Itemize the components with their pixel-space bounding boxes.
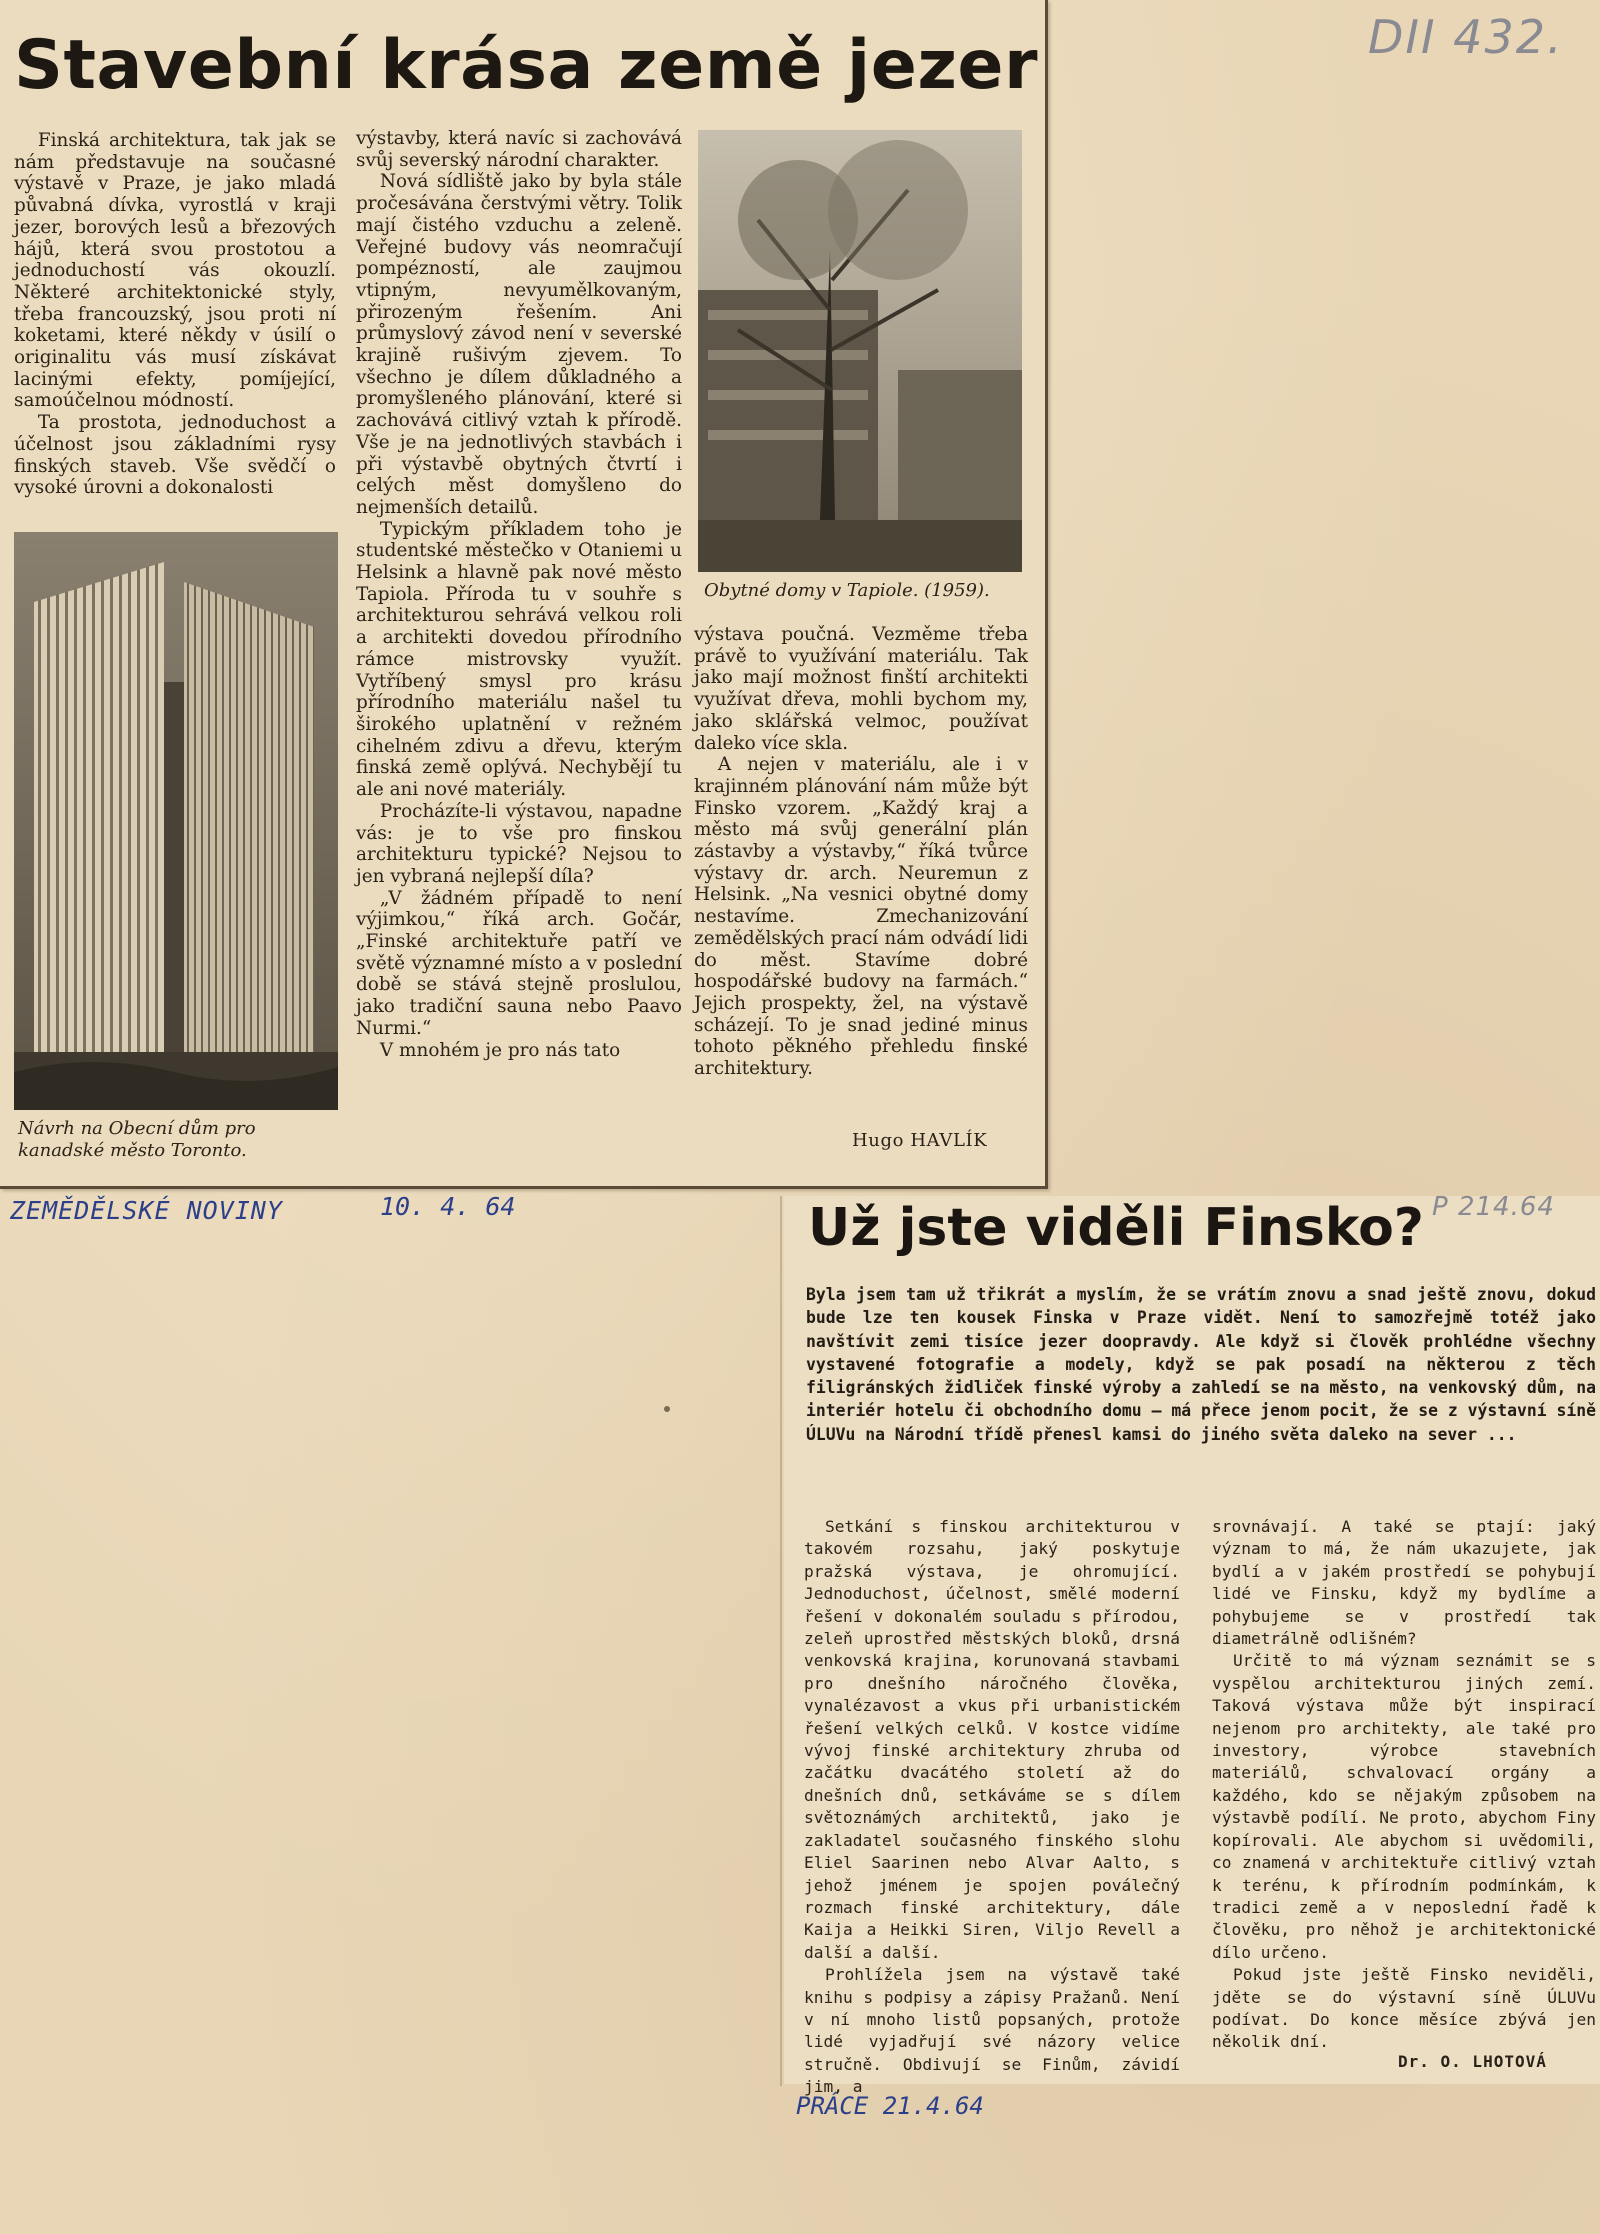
article2-lead: Byla jsem tam už třikrát a myslím, že se vrátím znovu a snad ještě znovu, dokud bude lze ten kousek Finska v Praze vidět. Není to samozřejmě totéž jako navštívit zemi tisíce jezer doopravdy. Ale když si člověk prohlédne všechny vystavené fotografie a modely, když se pak posadí na některou z těch filigránských židliček finské výroby a zahledí se na město, na venkovský dům, na interiér hotelu či obchodního domu — má přece jenom pocit, že se z výstavní síně ÚLUVu na Národní třídě přenesl kamsi do jiného světa daleko na sever ... [806,1285,1596,1444]
article2-col2-paragraph: srovnávají. A také se ptají: jaký význam to má, že nám ukazujete, jak bydlí a v jakém prostředí se pohybují lidé ve Finsku, když my bydlíme a pohybujeme se v prostředí tak diametrálně odlišném? [1212,1517,1596,1649]
date-handwritten: 10. 4. 64 [380,1192,516,1221]
article1-col1-paragraph: Ta prostota, jednoduchost a účelnost jsou základními rysy finských staveb. Vše svědčí o vysoké úrovni a dokonalosti [14,412,336,499]
article1-column-1 [14,130,336,499]
archive-number-pencil-2: P 214.64 [1432,1192,1555,1222]
article1-col2-paragraph: „V žádném případě to není výjimkou,“ říká arch. Gočár, „Finské architektuře patří ve světě významné místo a v poslední době se stává stejně proslulou, jako tradiční sauna nebo Paavo Nurmi.“ [356,887,682,1039]
article2-col2-paragraph: Určitě to má význam seznámit se s vyspělou architekturou jiných zemí. Taková výstava může být inspirací nejenom pro architekty, ale také pro investory, výrobce stavebních materiálů, schvalovací orgány a každého, kdo se nějakým způsobem na výstavbě podílí. Ne proto, abychom Finy kopírovali. Ale abychom si uvědomili, co znamená v architektuře citlivý vztah k terénu, k přírodním podmínkám, k tradici země a v neposlední řadě k člověku, pro něhož je architektonické dílo určeno. [1212,1651,1596,1962]
article2-column-2 [1212,1516,1596,2054]
article1-col3-paragraph: A nejen v materiálu, ale i v krajinném plánování nám může být Finsko vzorem. „Každý kraj a město má svůj generální plán zástavby a výstavby,“ říká tvůrce výstavy dr. arch. Neuremun z Helsink. „Na vesnici obytné domy nestavíme. Zmechanizování zemědělských prací nám odvádí lidi do měst. Stavíme dobré hospodářské budovy na farmách.“ Jejich prospekty, žel, na výstavě scházejí. To je snad jediné minus tohoto pěkného přehledu finské architektury. [694,754,1028,1080]
article1-col1-paragraph: Finská architektura, tak jak se nám představuje na současné výstavě v Praze, je jako mladá půvabná dívka, vyrostlá v kraji jezer, borových lesů a březových hájů, která svou prostotou a jednoduchostí vás okouzlí. Některé architektonické styly, třeba francouzský, jsou proti ní koketami, které někdy v úsilí o originalitu vás musí získávat lacinými efekty, pomíjející, samoúčelnou módností. [14,130,336,412]
article1-col2-paragraph: Typickým příkladem toho je studentské městečko v Otaniemi u Helsink a hlavně pak nové město Tapiola. Příroda tu v souhře s architekturou sehrává velkou roli a architekti dovedou přírodního rámce mistrovsky využít. Vytříbený smysl pro krásu přírodního materiálu našel tu širokého uplatnění v režném cihelném zdivu a dřevu, kterým finská země oplývá. Nechybějí tu ale ani nové materiály. [356,518,682,801]
photo1-caption: Návrh na Obecní dům pro kanadské město Toronto. [18,1118,256,1161]
archive-number-pencil: DII 432. [1368,10,1564,64]
photo2-caption: Obytné domy v Tapiole. (1959). [704,580,990,601]
article2-col1-paragraph: Setkání s finskou architekturou v takovém rozsahu, jaký poskytuje pražská výstava, je ohromující. Jednoduchost, účelnost, smělé moderní řešení v dokonalém souladu s přírodou, zeleň uprostřed městských bloků, drsná venkovská krajina, korunovaná stavbami pro dnešního náročného člověka, vynalézavost a vkus při urbanistickém řešení velkých celků. V kostce vidíme vývoj finské architektury zhruba od začátku dvacátého století až do dnešních dnů, setkáváme se s dílem světoznámých architektů, jako je zakladatel současného finského slohu Eliel Saarinen nebo Alvar Aalto, s jehož jménem je spojen poválečný rozmach finské architektury, dále Kaija a Heikki Siren, Viljo Revell a další a další. [804,1517,1180,1962]
article2-headline: Už jste viděli Finsko? [808,1198,1424,1258]
article1-column-2 [356,128,682,1061]
article1-signature: Hugo HAVLÍK [852,1130,988,1151]
article1-col2-paragraph: výstavby, která navíc si zachovává svůj severský národní charakter. [356,128,682,171]
article1-col3-paragraph: výstava poučná. Vezměme třeba právě to využívání materiálu. Tak jako mají možnost finští architekti využívat dřeva, mohli bychom my, jako sklářská velmoc, používat daleko více skla. [694,624,1028,754]
article1-col2-paragraph: V mnohém je pro nás tato [379,1039,621,1061]
paper-speck [664,1406,670,1412]
article1-headline: Stavební krása země jezer [14,26,1039,105]
photo-tapiola-houses [698,130,1022,572]
article2-signature: Dr. O. LHOTOVÁ [1398,2052,1547,2071]
article2-col2-paragraph: Pokud jste ještě Finsko neviděli, jděte se do výstavní síně ÚLUVu podívat. Do konce měsíce zbývá jen několik dní. [1212,1965,1596,2052]
article1-col2-paragraph: Nová sídliště jako by byla stále pročesávána čerstvými větry. Tolik mají čistého vzduchu a zeleně. Veřejné budovy vás neomračují pompézností, ale zaujmou vtipným, nevyumělkovaným, přirozeným řešením. Ani průmyslový závod není v severské krajině rušivým zjevem. To všechno je dílem důkladného a promyšleného plánování, které si zachovává citlivý vztah k přírodě. Vše je na jednotlivých stavbách i při výstavbě obytných čtvrtí i celých měst domyšleno do nejmenších detailů. [356,171,682,518]
article1-column-3 [694,624,1028,1080]
article1-col2-paragraph: Procházíte-li výstavou, napadne vás: je to vše pro finskou architekturu typické? Nejsou to jen vybraná nejlepší díla? [356,800,682,887]
article2-col1-paragraph: Prohlížela jsem na výstavě také knihu s podpisy a zápisy Pražanů. Není v ní mnoho listů popsaných, protože lidé vyjadřují své názory velice stručně. Obdivují se Finům, závidí jim, a [804,1965,1180,2097]
photo-toronto-building [14,532,338,1110]
source-handwritten: ZEMĚDĚLSKÉ NOVINY [10,1196,283,1225]
article2-column-1 [804,1516,1180,2099]
source-date-handwritten: PRÁCE 21.4.64 [796,2092,984,2120]
clipping-edge [780,1196,782,2086]
